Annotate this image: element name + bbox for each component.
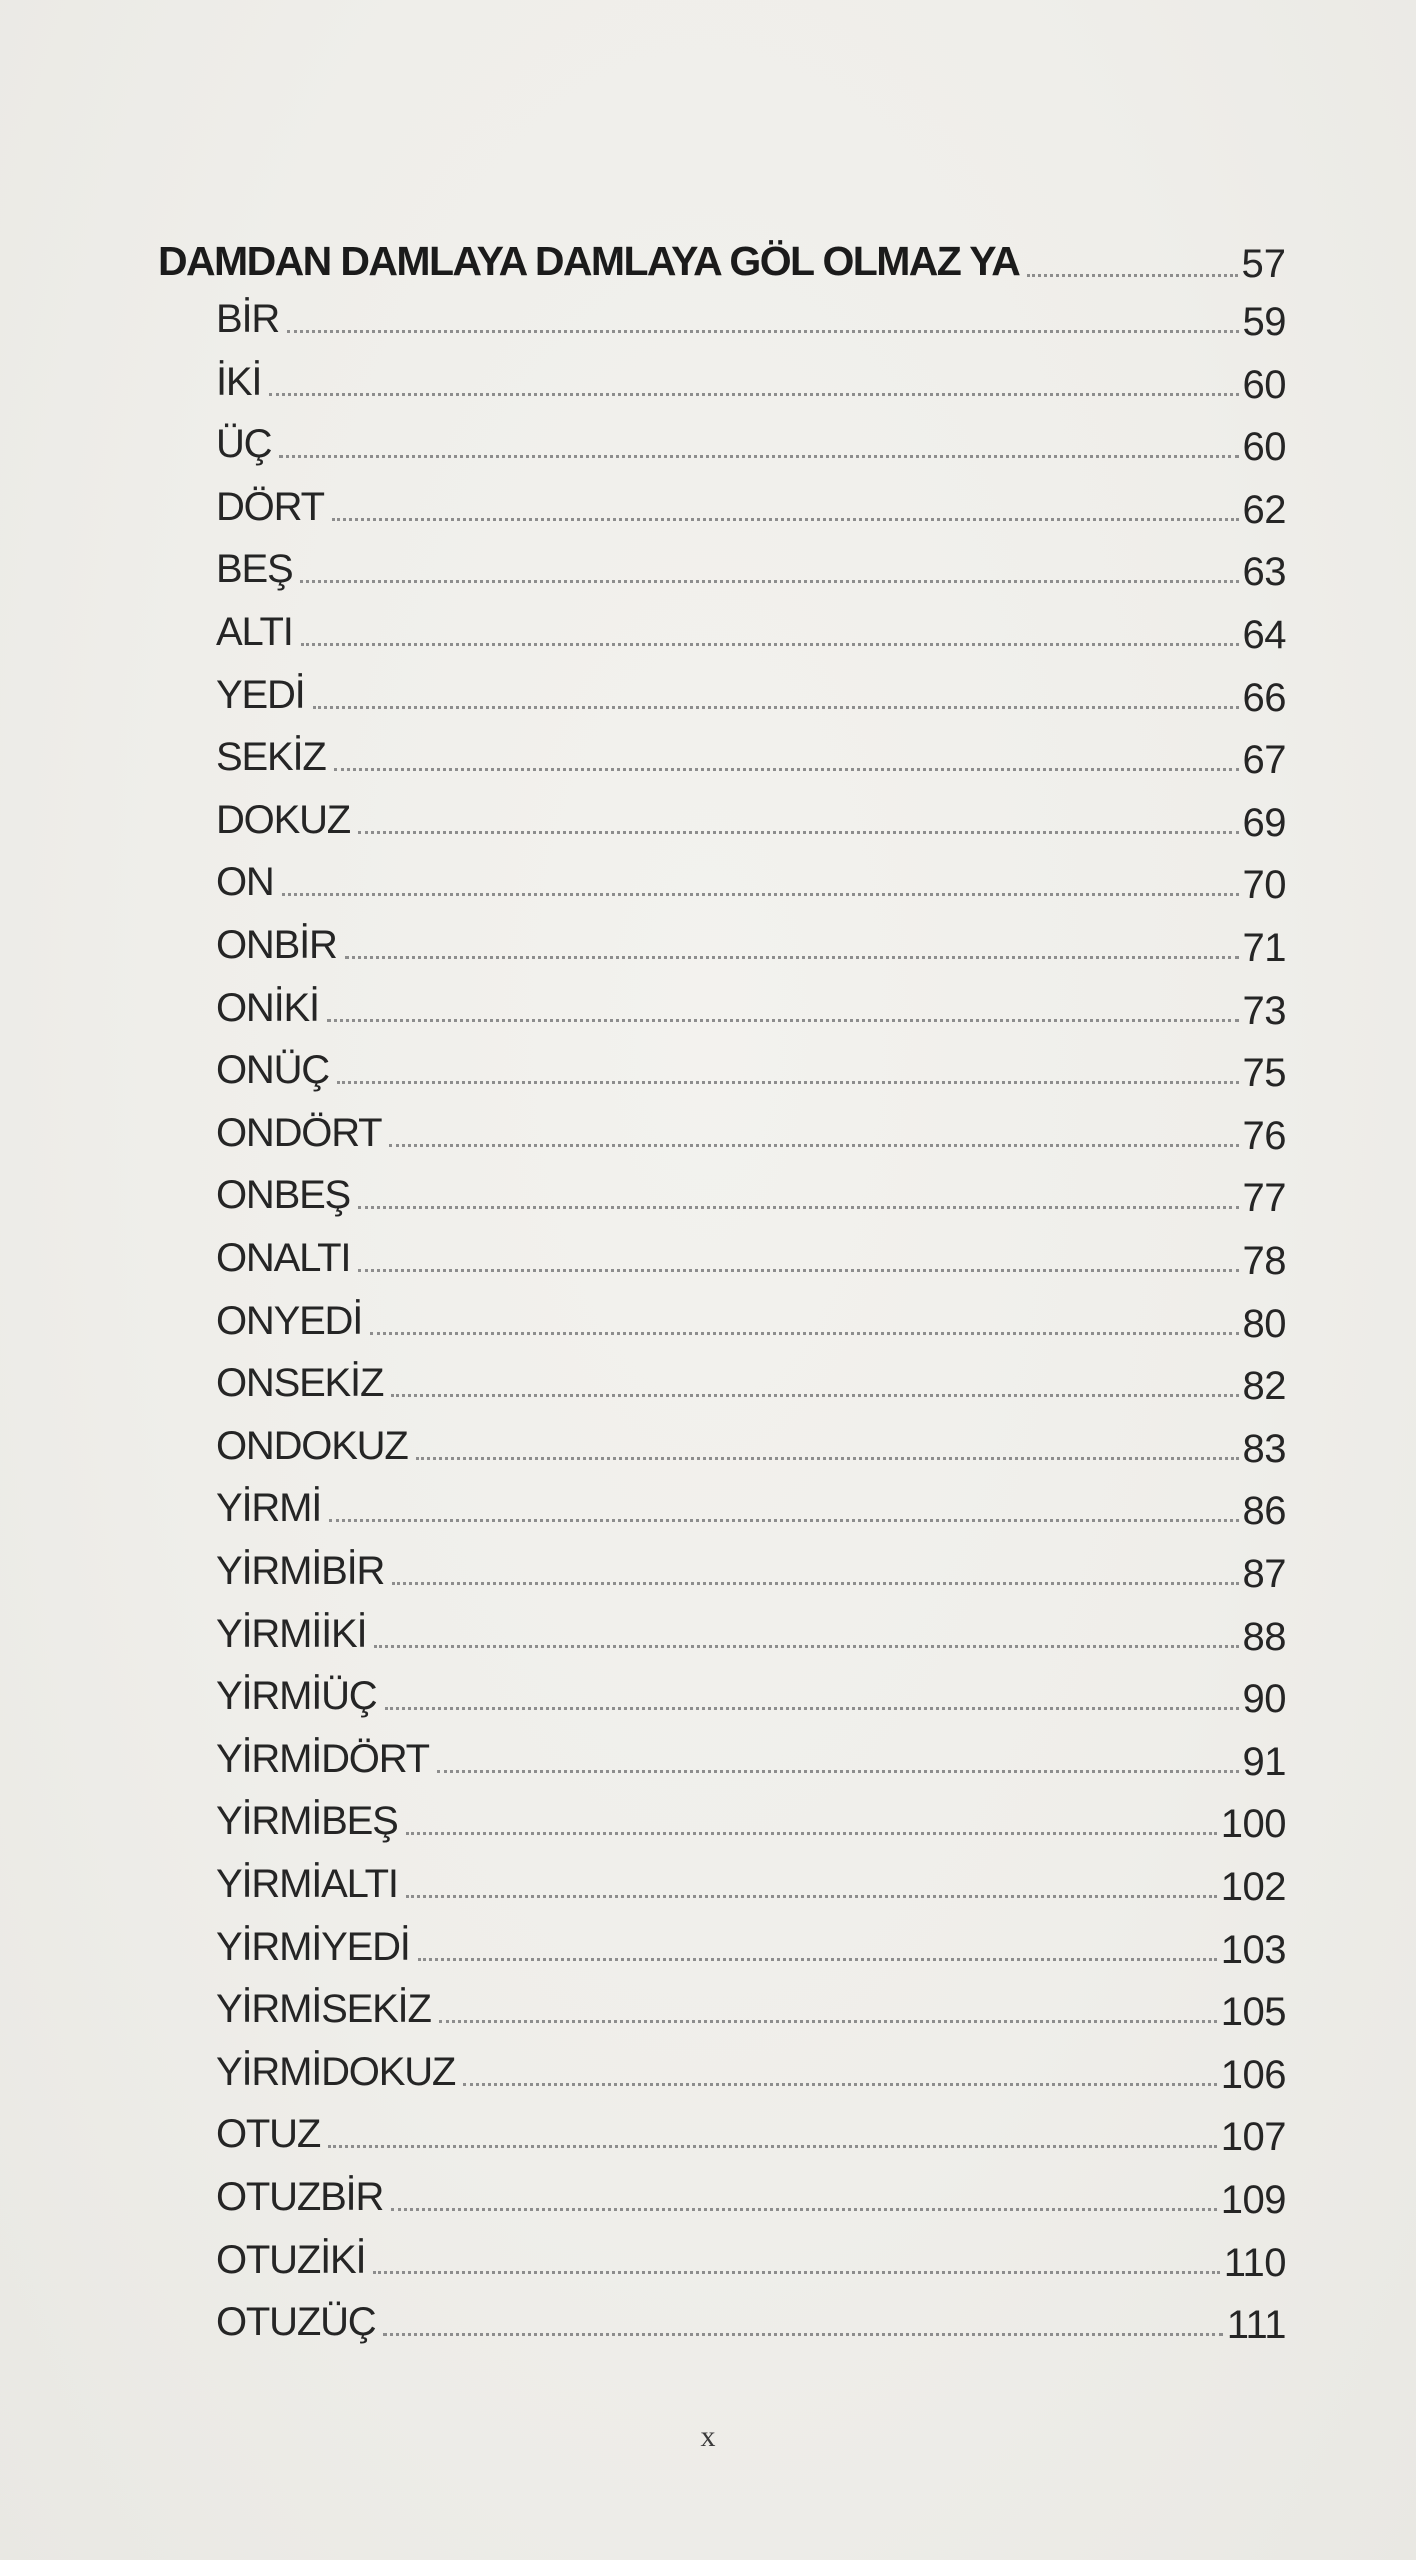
toc-entry-label: ONYEDİ bbox=[216, 1299, 363, 1343]
section-page-number: 57 bbox=[1241, 242, 1286, 286]
toc-entry-page-number: 82 bbox=[1242, 1364, 1286, 1408]
toc-entry-page-number: 69 bbox=[1242, 801, 1286, 845]
dot-leader bbox=[406, 1895, 1217, 1898]
dot-leader bbox=[385, 1707, 1239, 1710]
toc-entry[interactable] bbox=[216, 977, 1286, 1031]
toc-entry[interactable] bbox=[216, 288, 1286, 342]
toc-entry-page-number: 64 bbox=[1242, 613, 1286, 657]
dot-leader bbox=[313, 706, 1239, 709]
toc-entry-label: ONDÖRT bbox=[216, 1111, 382, 1155]
page-number-footer: x bbox=[700, 2420, 716, 2453]
toc-entry-page-number: 62 bbox=[1242, 488, 1286, 532]
dot-leader bbox=[416, 1457, 1239, 1460]
toc-entry[interactable] bbox=[216, 2103, 1286, 2157]
toc-entry-page-number: 75 bbox=[1242, 1051, 1286, 1095]
toc-entry[interactable] bbox=[216, 476, 1286, 530]
toc-entry[interactable] bbox=[216, 351, 1286, 405]
toc-entry-label: YİRMİSEKİZ bbox=[216, 1987, 431, 2031]
dot-leader bbox=[358, 831, 1238, 834]
toc-entry-page-number: 111 bbox=[1226, 2303, 1286, 2347]
toc-entry-page-number: 76 bbox=[1242, 1114, 1286, 1158]
dot-leader bbox=[373, 2271, 1219, 2274]
toc-entry-label: ON bbox=[216, 860, 274, 904]
dot-leader bbox=[418, 1958, 1217, 1961]
toc-entry-label: ONSEKİZ bbox=[216, 1361, 384, 1405]
toc-entry-page-number: 70 bbox=[1242, 863, 1286, 907]
dot-leader bbox=[374, 1645, 1238, 1648]
toc-entry[interactable] bbox=[216, 2041, 1286, 2095]
toc-entry-label: BEŞ bbox=[216, 547, 293, 591]
toc-entry[interactable] bbox=[216, 789, 1286, 843]
toc-entry[interactable] bbox=[216, 914, 1286, 968]
toc-entry[interactable] bbox=[216, 1540, 1286, 1594]
toc-entry-page-number: 87 bbox=[1242, 1552, 1286, 1596]
toc-entry-page-number: 91 bbox=[1242, 1740, 1286, 1784]
dot-leader bbox=[463, 2083, 1217, 2086]
toc-entry-label: YEDİ bbox=[216, 673, 305, 717]
dot-leader bbox=[389, 1144, 1238, 1147]
toc-entry-label: YİRMİBEŞ bbox=[216, 1799, 398, 1843]
toc-entry[interactable] bbox=[216, 1477, 1286, 1531]
toc-entry-label: OTUZÜÇ bbox=[216, 2300, 376, 2344]
toc-entry-page-number: 110 bbox=[1223, 2241, 1286, 2285]
dot-leader bbox=[391, 2208, 1217, 2211]
toc-entry-label: YİRMİBİR bbox=[216, 1549, 385, 1593]
toc-entry[interactable] bbox=[216, 664, 1286, 718]
toc-entry-page-number: 83 bbox=[1242, 1427, 1286, 1471]
toc-entry-label: DOKUZ bbox=[216, 798, 351, 842]
dot-leader bbox=[437, 1770, 1239, 1773]
toc-entry-label: DÖRT bbox=[216, 485, 324, 529]
dot-leader bbox=[345, 956, 1239, 959]
dot-leader bbox=[370, 1332, 1238, 1335]
toc-entry-page-number: 107 bbox=[1220, 2115, 1286, 2159]
toc-entry-page-number: 73 bbox=[1242, 989, 1286, 1033]
toc-entry[interactable] bbox=[216, 1415, 1286, 1469]
dot-leader bbox=[392, 1582, 1238, 1585]
toc-entry-page-number: 88 bbox=[1242, 1615, 1286, 1659]
toc-entry-label: ÜÇ bbox=[216, 422, 272, 466]
toc-entry-label: ALTI bbox=[216, 610, 293, 654]
toc-entry-label: YİRMİALTI bbox=[216, 1862, 398, 1906]
toc-entry[interactable] bbox=[216, 538, 1286, 592]
toc-entry-label: OTUZBİR bbox=[216, 2175, 384, 2219]
toc-section-heading[interactable] bbox=[158, 224, 1286, 286]
toc-entry-label: ONBEŞ bbox=[216, 1173, 351, 1217]
toc-entry-label: OTUZİKİ bbox=[216, 2238, 366, 2282]
dot-leader bbox=[269, 393, 1238, 396]
toc-entry[interactable] bbox=[216, 2291, 1286, 2345]
dot-leader bbox=[391, 1394, 1238, 1397]
toc-entry-page-number: 71 bbox=[1242, 926, 1286, 970]
toc-entry-page-number: 102 bbox=[1220, 1865, 1286, 1909]
toc-entry-label: SEKİZ bbox=[216, 735, 326, 779]
dot-leader bbox=[301, 643, 1239, 646]
toc-entry-label: OTUZ bbox=[216, 2112, 321, 2156]
dot-leader bbox=[439, 2020, 1217, 2023]
toc-entry-page-number: 66 bbox=[1242, 676, 1286, 720]
dot-leader bbox=[358, 1269, 1238, 1272]
toc-entry[interactable] bbox=[216, 1728, 1286, 1782]
dot-leader bbox=[329, 1519, 1238, 1522]
toc-entry[interactable] bbox=[216, 851, 1286, 905]
toc-entry[interactable] bbox=[216, 1102, 1286, 1156]
toc-entry[interactable] bbox=[216, 2166, 1286, 2220]
toc-entry-page-number: 78 bbox=[1242, 1239, 1286, 1283]
toc-entry-page-number: 103 bbox=[1220, 1928, 1286, 1972]
section-title: DAMDAN DAMLAYA DAMLAYA GÖL OLMAZ YA bbox=[158, 238, 1020, 284]
toc-entry-page-number: 86 bbox=[1242, 1489, 1286, 1533]
toc-entry-label: YİRMİDOKUZ bbox=[216, 2050, 456, 2094]
dot-leader bbox=[1027, 274, 1237, 277]
toc-entry[interactable] bbox=[216, 1164, 1286, 1218]
dot-leader bbox=[279, 455, 1238, 458]
toc-entry-label: ONDOKUZ bbox=[216, 1424, 408, 1468]
dot-leader bbox=[300, 580, 1238, 583]
toc-entry[interactable] bbox=[216, 1916, 1286, 1970]
toc-entry-page-number: 67 bbox=[1242, 738, 1286, 782]
toc-entry-page-number: 77 bbox=[1242, 1176, 1286, 1220]
dot-leader bbox=[383, 2333, 1222, 2336]
toc-entry-page-number: 109 bbox=[1220, 2178, 1286, 2222]
dot-leader bbox=[332, 518, 1239, 521]
toc-entry-label: ONİKİ bbox=[216, 986, 319, 1030]
toc-entry[interactable] bbox=[216, 1665, 1286, 1719]
toc-entry-label: ONBİR bbox=[216, 923, 337, 967]
toc-entry-label: YİRMİÜÇ bbox=[216, 1674, 377, 1718]
toc-entry[interactable] bbox=[216, 1978, 1286, 2032]
toc-entry[interactable] bbox=[216, 1290, 1286, 1344]
toc-entry-label: YİRMİ bbox=[216, 1486, 322, 1530]
dot-leader bbox=[282, 893, 1239, 896]
toc-entry[interactable] bbox=[216, 1039, 1286, 1093]
dot-leader bbox=[337, 1081, 1239, 1084]
dot-leader bbox=[334, 768, 1239, 771]
toc-entry-page-number: 63 bbox=[1242, 550, 1286, 594]
toc-entry-page-number: 90 bbox=[1242, 1677, 1286, 1721]
toc-entry-label: ONALTI bbox=[216, 1236, 351, 1280]
toc-entry-label: YİRMİİKİ bbox=[216, 1612, 367, 1656]
dot-leader bbox=[328, 2145, 1217, 2148]
toc-entry[interactable] bbox=[216, 1853, 1286, 1907]
toc-entry-page-number: 59 bbox=[1242, 300, 1286, 344]
toc-entry-label: BİR bbox=[216, 297, 280, 341]
toc-entry-page-number: 105 bbox=[1220, 1990, 1286, 2034]
toc-entry-page-number: 60 bbox=[1242, 363, 1286, 407]
toc-entry[interactable] bbox=[216, 1790, 1286, 1844]
toc-entry-label: ONÜÇ bbox=[216, 1048, 329, 1092]
toc-entry-page-number: 80 bbox=[1242, 1302, 1286, 1346]
toc-entry[interactable] bbox=[216, 601, 1286, 655]
toc-entry-page-number: 60 bbox=[1242, 425, 1286, 469]
toc-entry-label: YİRMİYEDİ bbox=[216, 1925, 410, 1969]
dot-leader bbox=[406, 1832, 1217, 1835]
toc-entry[interactable] bbox=[216, 1352, 1286, 1406]
toc-entry[interactable] bbox=[216, 413, 1286, 467]
dot-leader bbox=[358, 1206, 1238, 1209]
toc-entry[interactable] bbox=[216, 1227, 1286, 1281]
toc-entry[interactable] bbox=[216, 726, 1286, 780]
toc-entry-label: İKİ bbox=[216, 360, 262, 404]
toc-entry-label: YİRMİDÖRT bbox=[216, 1737, 429, 1781]
dot-leader bbox=[287, 330, 1238, 333]
toc-entry-page-number: 100 bbox=[1220, 1802, 1286, 1846]
toc-entry[interactable] bbox=[216, 1603, 1286, 1657]
toc-entry-page-number: 106 bbox=[1220, 2053, 1286, 2097]
toc-entry[interactable] bbox=[216, 2229, 1286, 2283]
dot-leader bbox=[327, 1019, 1239, 1022]
